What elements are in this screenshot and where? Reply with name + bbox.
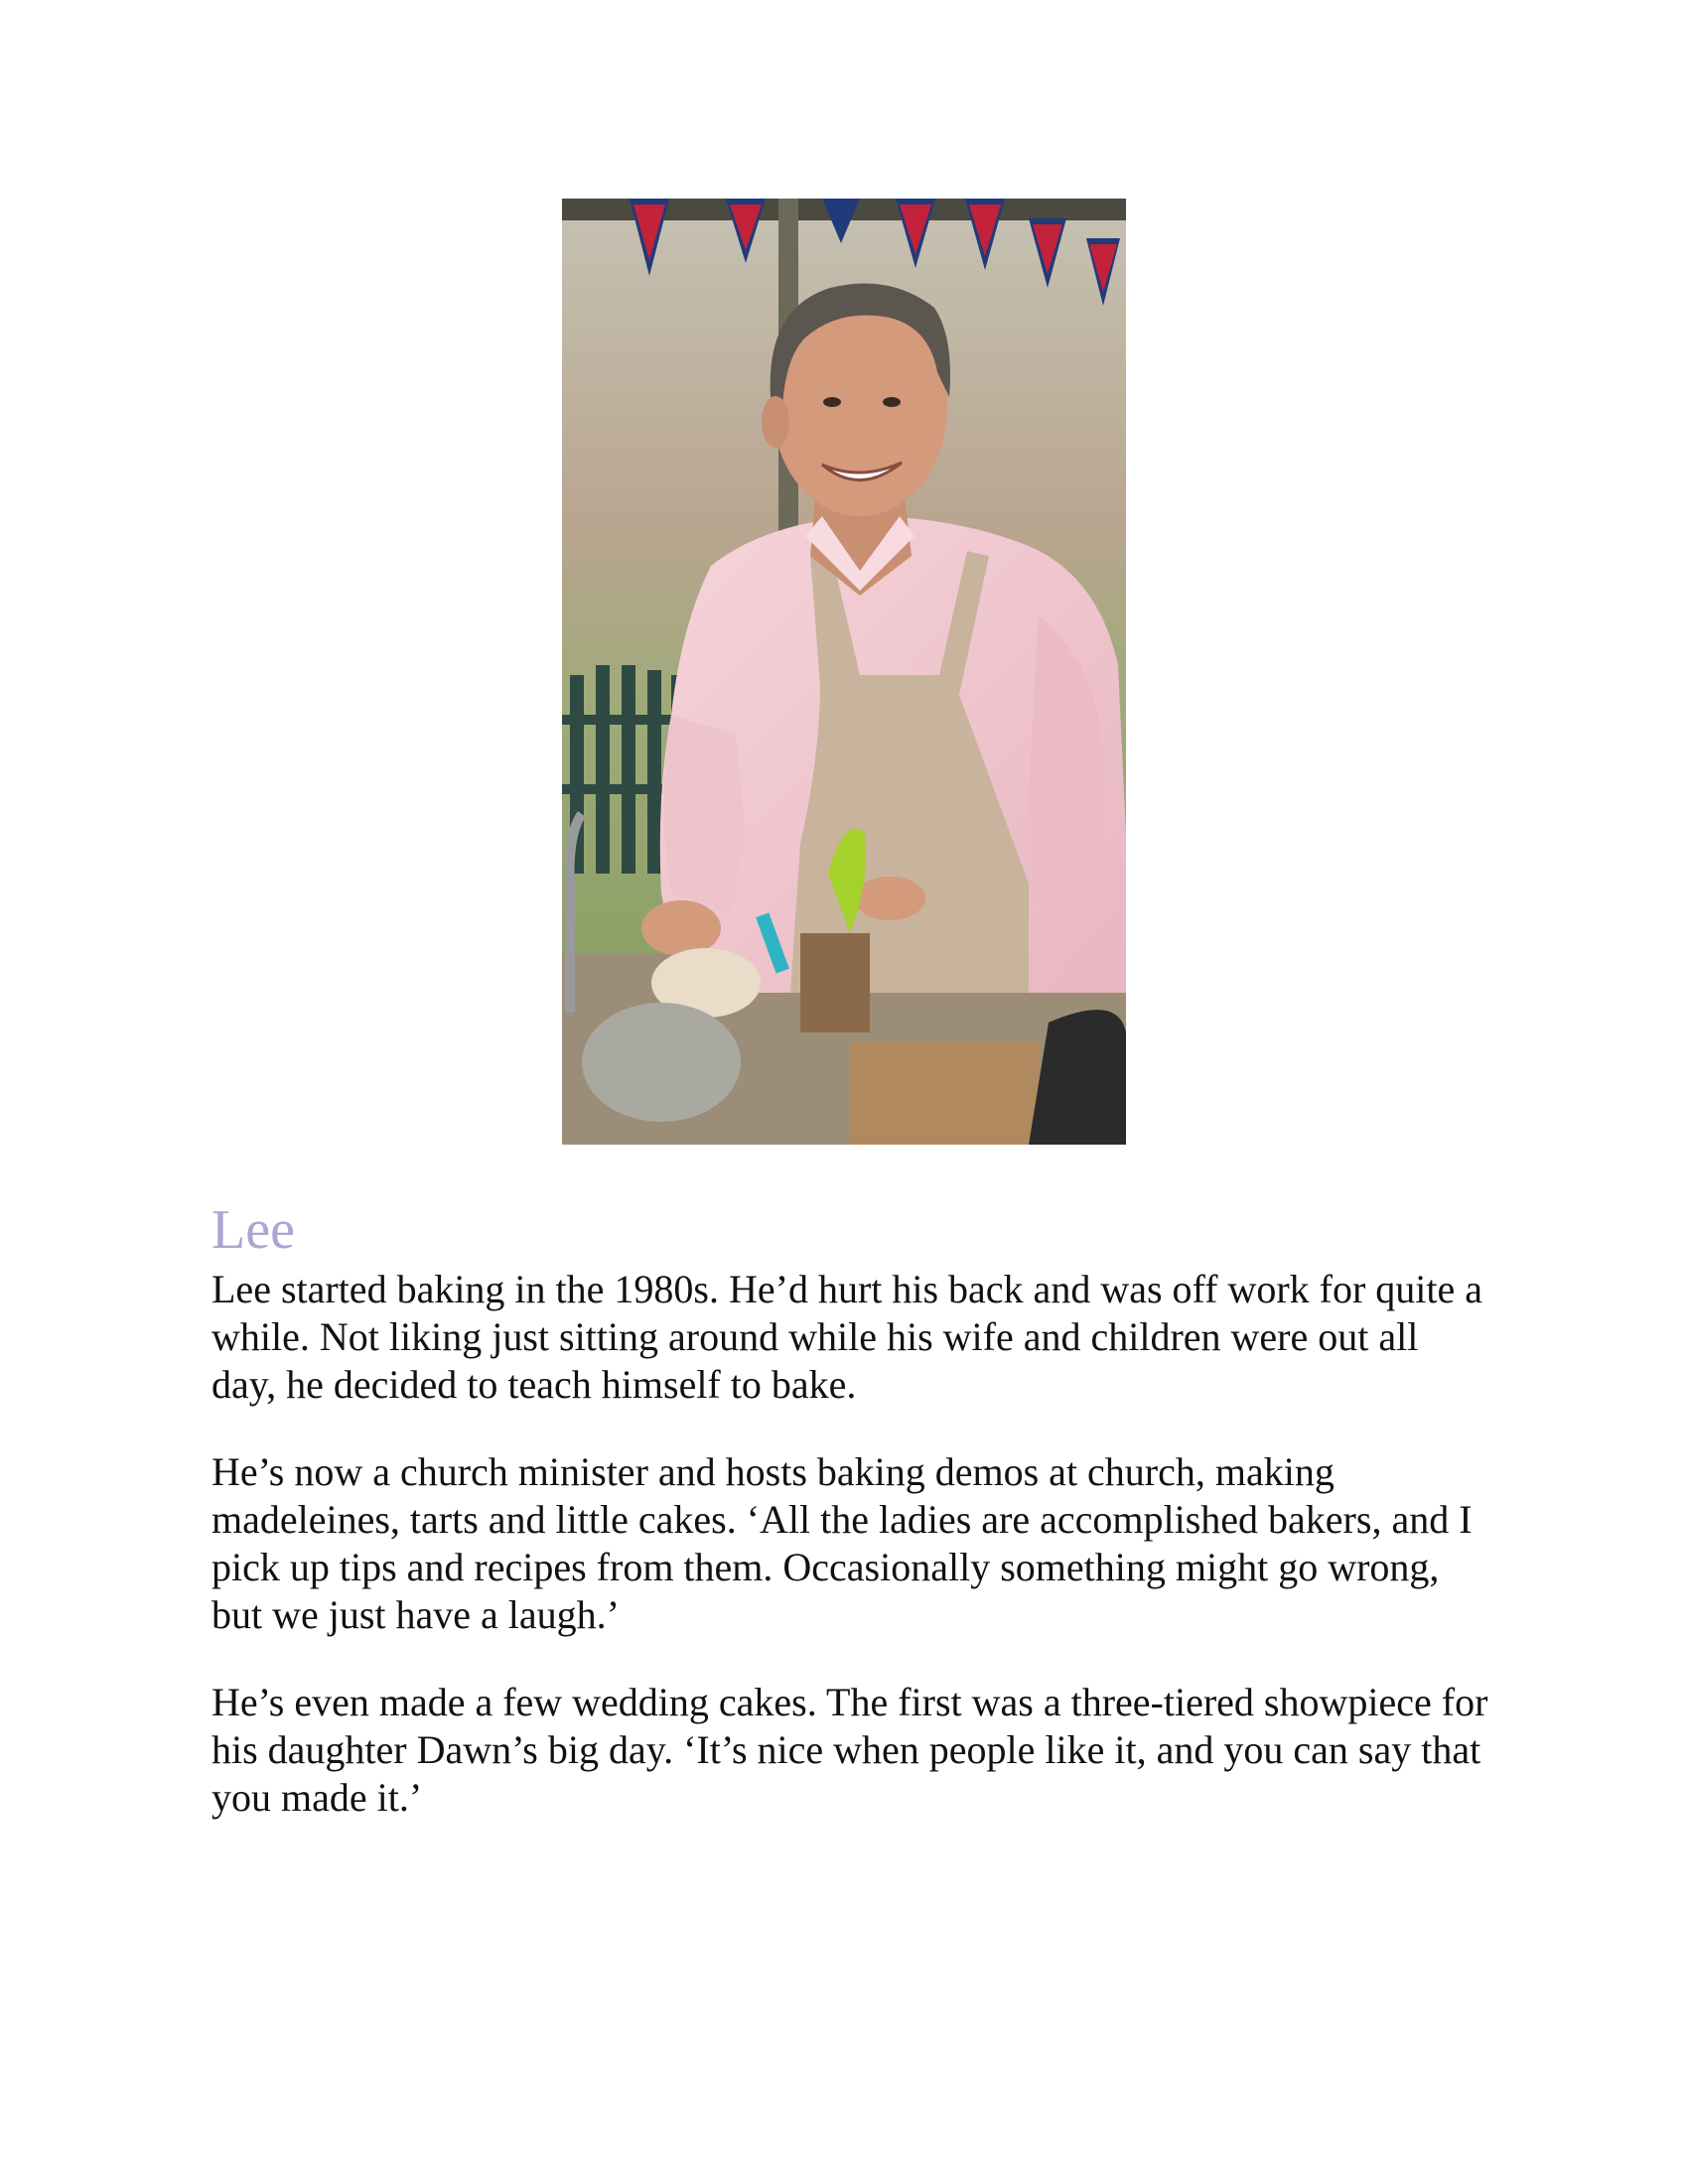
- wooden-board: [850, 1042, 1039, 1145]
- portrait-illustration: [562, 199, 1126, 1145]
- portrait-photo: [562, 199, 1126, 1145]
- left-eye: [823, 397, 841, 407]
- paragraph-3: He’s even made a few wedding cakes. The first was a three-tiered showpiece for his daughter Dawn’s big day. ‘It’s nice when people like it, and you can say that you made it.’: [211, 1680, 1488, 1820]
- right-hand: [854, 877, 925, 920]
- person-name-heading: Lee: [211, 1199, 295, 1261]
- article-body: [211, 1196, 1492, 1861]
- stand-mixer: [582, 1003, 741, 1122]
- ear: [762, 396, 789, 448]
- left-arm: [664, 715, 747, 913]
- paragraph-2: He’s now a church minister and hosts baking demos at church, making madeleines, tarts and little cakes. ‘All the ladies are accomplished bakers, and I pick up tips and recipes from them. Occasionally something might go wrong, but we just have a laugh.’: [211, 1449, 1473, 1637]
- utensil-pot: [800, 933, 870, 1032]
- paragraph-1: Lee started baking in the 1980s. He’d hurt his back and was off work for quite a while. Not liking just sitting around while his wife and children were out all day, he decided to teach himself to bake.: [211, 1267, 1483, 1407]
- left-hand: [641, 900, 721, 956]
- right-eye: [883, 397, 901, 407]
